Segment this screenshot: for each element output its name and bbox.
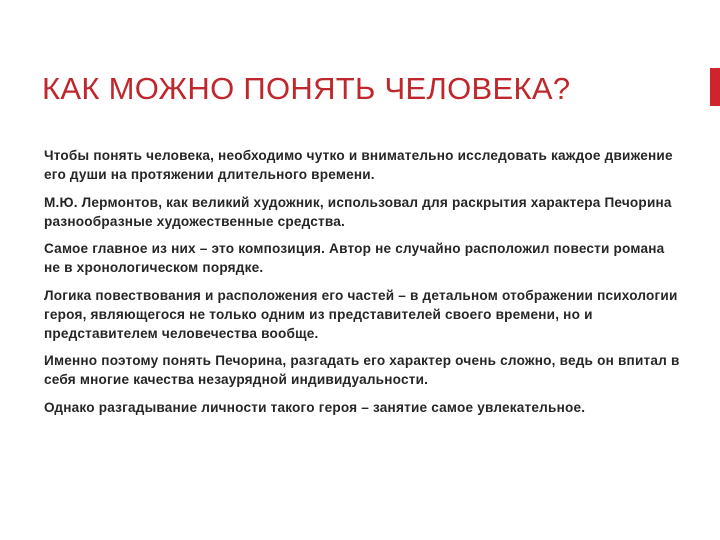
paragraph-3: Самое главное из них – это композиция. Автор не случайно расположил повести романа не в хронологическом порядке. (44, 241, 665, 275)
paragraph-6: Однако разгадывание личности такого героя – занятие самое увлекательное. (44, 399, 586, 415)
paragraph-1: Чтобы понять человека, необходимо чутко и внимательно исследовать каждое движение его души на протяжении длительного времени. (44, 148, 673, 182)
slide-title: КАК МОЖНО ПОНЯТЬ ЧЕЛОВЕКА? (42, 71, 571, 106)
accent-bar (710, 68, 720, 106)
paragraph-2: М.Ю. Лермонтов, как великий художник, использовал для раскрытия характера Печорина разнообразные художественные средства. (44, 194, 672, 229)
paragraph-5: Именно поэтому понять Печорина, разгадать его характер очень сложно, ведь он впитал в себя многие качества незаурядной индивидуальности. (44, 353, 680, 387)
slide-body (44, 146, 680, 425)
paragraph-4: Логика повествования и расположения его частей – в детальном отображении психологии героя, являющегося не только одним из представителей своего времени, но и представителем человечества вообще. (44, 287, 678, 341)
